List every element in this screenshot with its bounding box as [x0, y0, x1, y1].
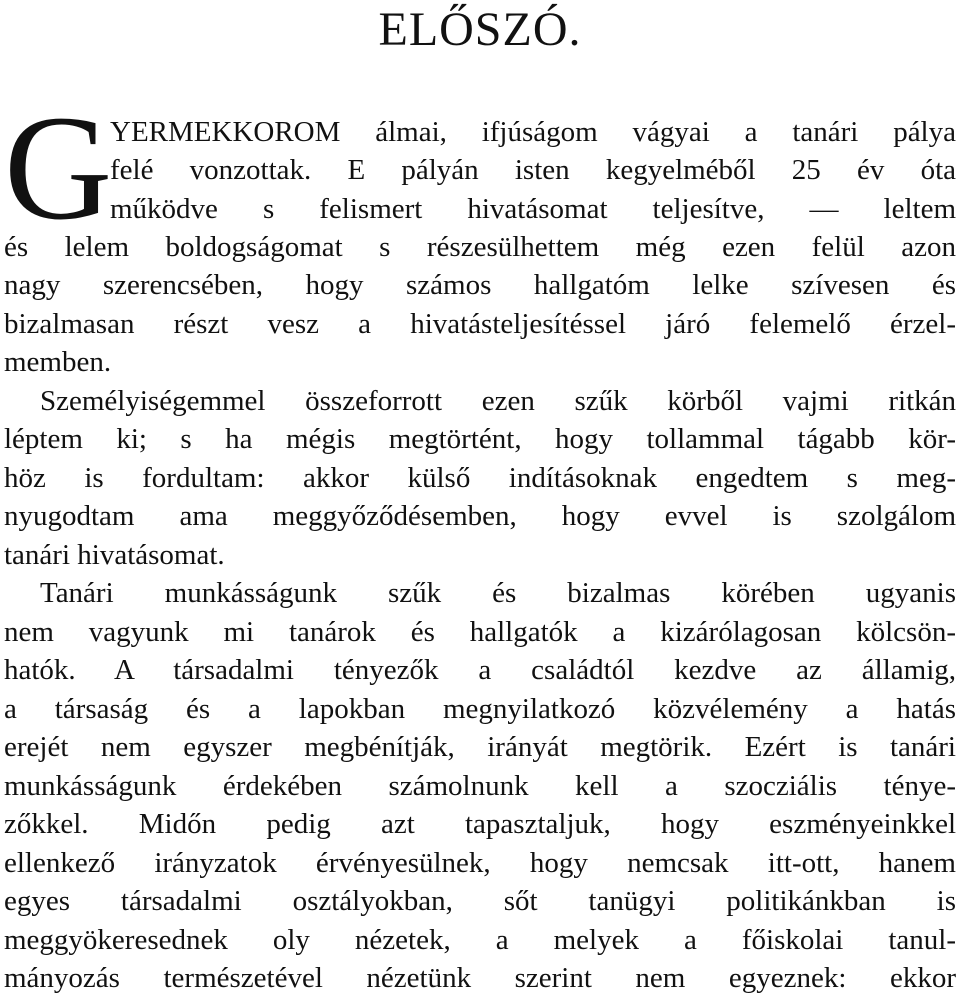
text-line: nagy szerencsében, hogy számos hallgatóm lelke szívesen és: [4, 269, 956, 301]
text-line: zőkkel. Midőn pedig azt tapasztaljuk, hogy eszményeinkkel: [4, 808, 956, 840]
text-line: léptem ki; s ha mégis megtörtént, hogy tollammal tágabb kör-: [4, 423, 956, 455]
text-line: memben.: [4, 346, 112, 378]
page-title: ELŐSZÓ.: [378, 3, 582, 56]
text-line: felé vonzottak. E pályán isten kegyelméből 25 év óta: [110, 154, 956, 186]
text-line: Tanári munkásságunk szűk és bizalmas körében ugyanis: [40, 577, 956, 609]
text-line: meggyökeresednek oly nézetek, a melyek a főiskolai tanul-: [4, 924, 956, 956]
text-line: ellenkező irányzatok érvényesülnek, hogy nemcsak itt-ott, hanem: [4, 847, 956, 879]
text-line: és lelem boldogságomat s részesülhettem még ezen felül azon: [4, 231, 956, 263]
drop-cap-initial: G: [4, 85, 113, 251]
text-line: nyugodtam ama meggyőződésemben, hogy evvel is szolgálom: [4, 500, 956, 532]
text-line: egyes társadalmi osztályokban, sőt tanügyi politikánkban is: [4, 885, 956, 917]
text-line: Személyiségemmel összeforrott ezen szűk körből vajmi ritkán: [40, 385, 956, 417]
text-line: a társaság és a lapokban megnyilatkozó közvélemény a hatás: [4, 693, 956, 725]
text-line: mányozás természetével nézetünk szerint nem egyeznek: ekkor: [4, 962, 956, 994]
text-line: munkásságunk érdekében számolnunk kell a szocziális ténye-: [4, 770, 956, 802]
text-line: bizalmasan részt vesz a hivatásteljesítéssel járó felemelő érzel-: [4, 308, 956, 340]
text-line: erejét nem egyszer megbénítják, irányát megtörik. Ezért is tanári: [4, 731, 956, 763]
text-line: höz is fordultam: akkor külső indításoknak engedtem s meg-: [4, 462, 956, 494]
text-line: tanári hivatásomat.: [4, 539, 225, 571]
text-line: YERMEKKOROM álmai, ifjúságom vágyai a tanári pálya: [110, 116, 956, 148]
text-line: hatók. A társadalmi tényezők a családtól kezdve az államig,: [4, 654, 956, 686]
text-line: működve s felismert hivatásomat teljesítve, — leltem: [110, 193, 956, 225]
text-line: nem vagyunk mi tanárok és hallgatók a kizárólagosan kölcsön-: [4, 616, 956, 648]
